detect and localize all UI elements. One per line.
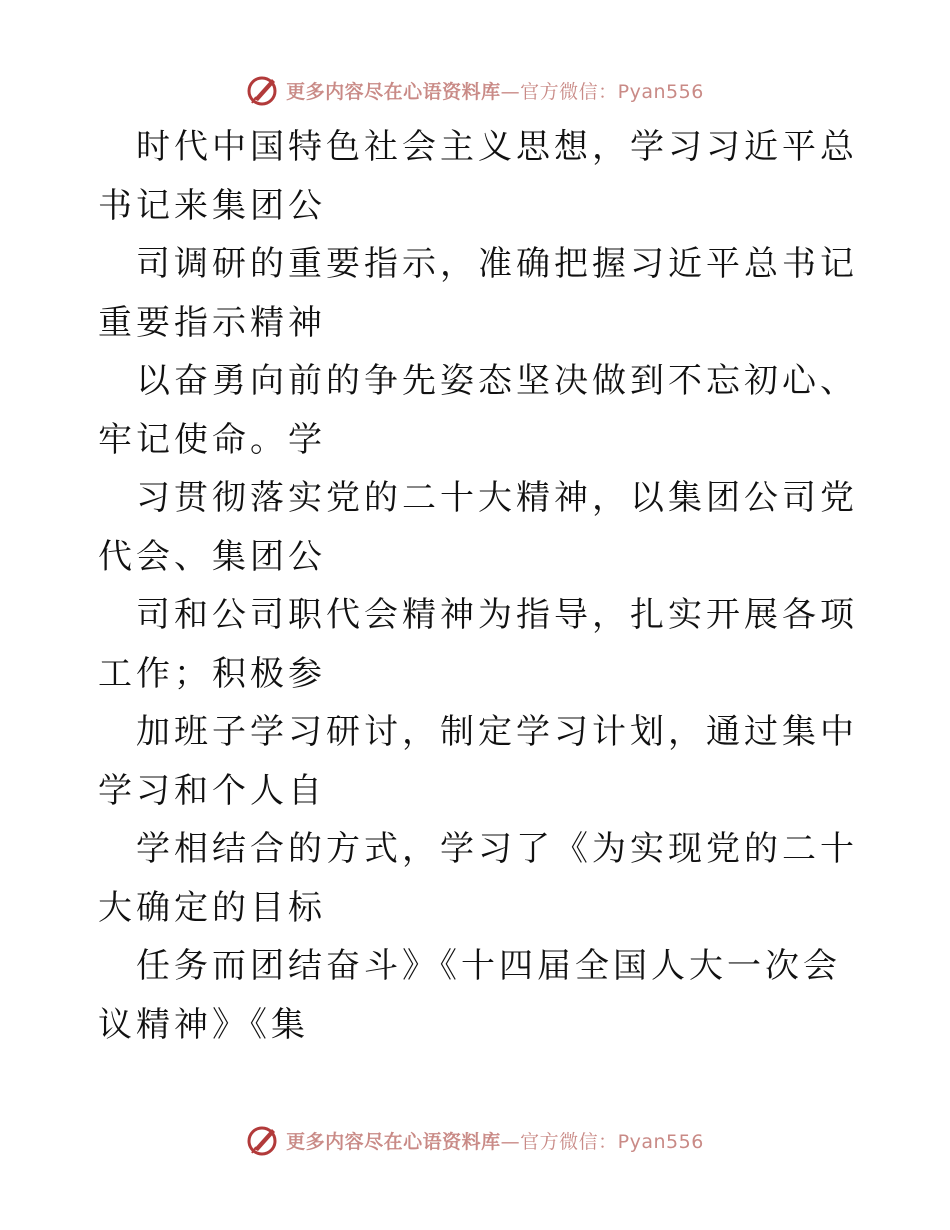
paragraph: 时代中国特色社会主义思想，学习习近平总书记来集团公 xyxy=(98,127,858,226)
watermark-text xyxy=(286,1127,704,1154)
paragraph: 司调研的重要指示，准确把握习近平总书记重要指示精神 xyxy=(98,244,858,343)
watermark-brand: 更多内容尽在心语资料库 xyxy=(286,1130,501,1153)
header-watermark xyxy=(0,70,950,110)
quill-logo-icon xyxy=(246,1123,280,1157)
paragraph: 学相结合的方式，学习了《为实现党的二十大确定的目标 xyxy=(98,829,858,928)
watermark-separator: — xyxy=(500,1130,521,1153)
watermark-account: 官方微信：Pyan556 xyxy=(520,80,704,103)
document-body xyxy=(98,118,858,1054)
paragraph: 以奋勇向前的争先姿态坚决做到不忘初心、牢记使命。学 xyxy=(98,361,858,460)
watermark-account: 官方微信：Pyan556 xyxy=(520,1130,704,1153)
watermark-brand: 更多内容尽在心语资料库 xyxy=(286,80,501,103)
paragraph: 习贯彻落实党的二十大精神，以集团公司党代会、集团公 xyxy=(98,478,858,577)
quill-logo-icon xyxy=(246,73,280,107)
paragraph: 加班子学习研讨，制定学习计划，通过集中学习和个人自 xyxy=(98,712,858,811)
paragraph: 司和公司职代会精神为指导，扎实开展各项工作；积极参 xyxy=(98,595,858,694)
watermark-text xyxy=(286,77,704,104)
watermark-separator: — xyxy=(500,80,521,103)
footer-watermark xyxy=(0,1120,950,1160)
paragraph: 任务而团结奋斗》《十四届全国人大一次会议精神》《集 xyxy=(98,946,841,1045)
